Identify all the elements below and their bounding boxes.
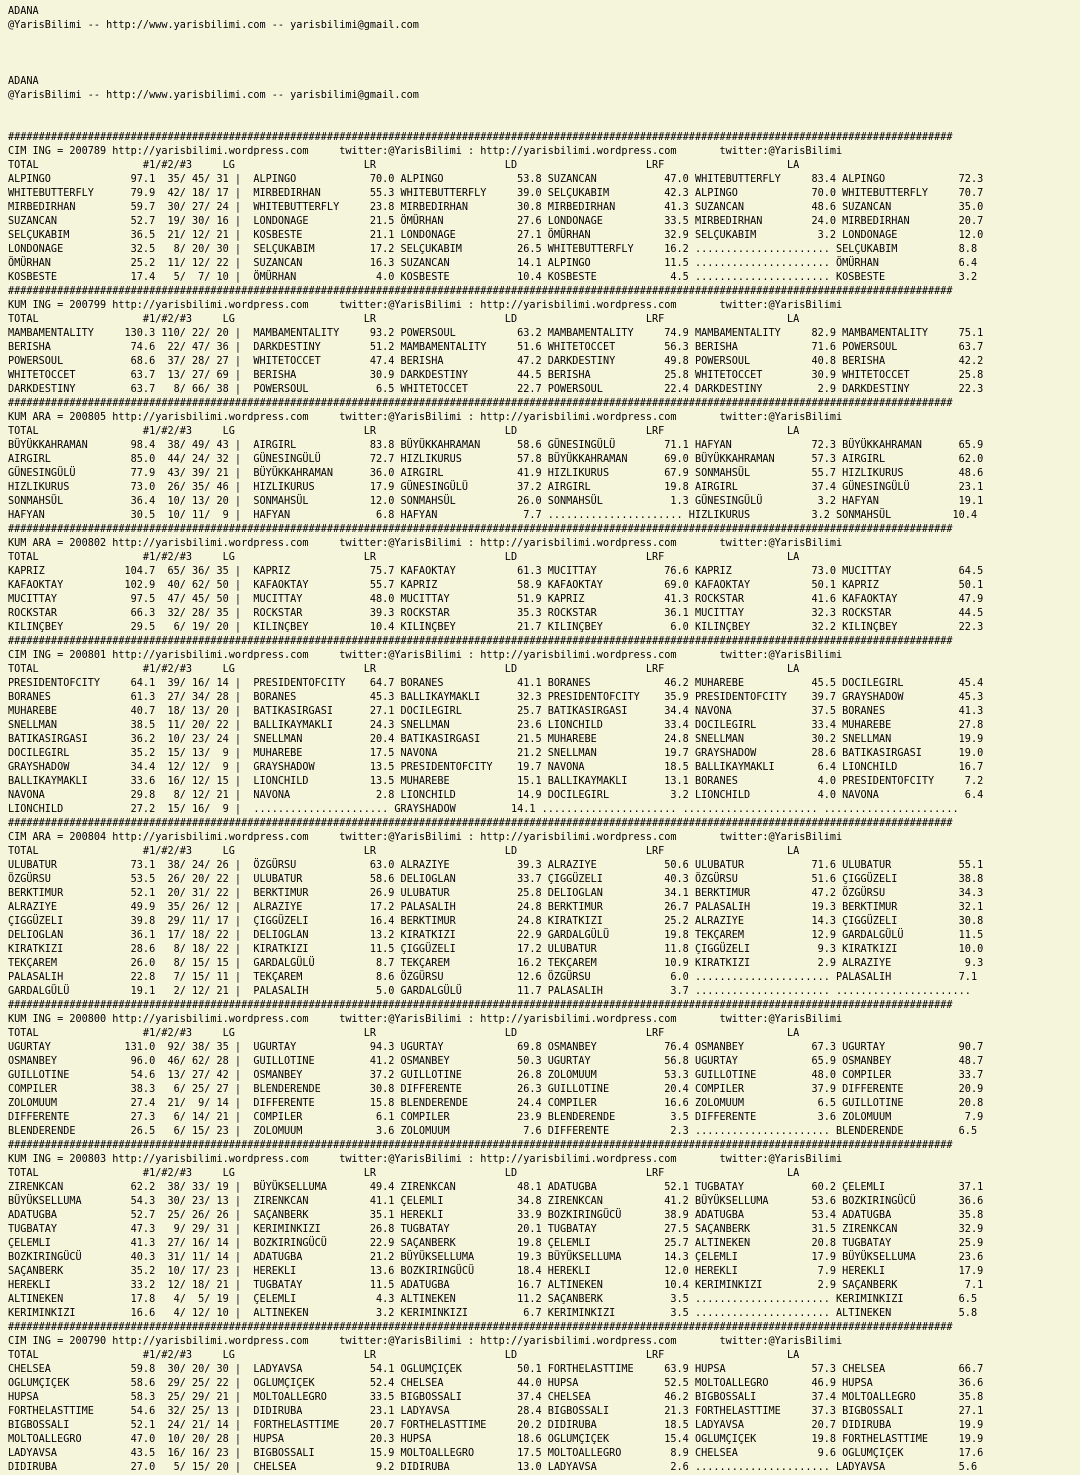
- text-line: BERKTIMUR 52.1 20/ 31/ 22 | BERKTIMUR 26.9 ULUBATUR 25.8 DELIOGLAN 34.1 BERKTIMUR 47.2 ÖZGÜRSU 34.3: [8, 888, 984, 899]
- text-line: HAFYAN 30.5 10/ 11/ 9 | HAFYAN 6.8 HAFYAN 7.7 ...................... HIZLIKURUS 3.2 SONMAHSÜL 10.4: [8, 510, 978, 521]
- text-line: ADANA: [8, 76, 39, 87]
- text-line: OGLUMÇIÇEK 58.6 29/ 25/ 22 | OGLUMÇIÇEK 52.4 CHELSEA 44.0 HUPSA 52.5 MOLTOALLEGRO 46.9 HUPSA 36.6: [8, 1378, 984, 1389]
- text-line: FORTHELASTTIME 54.6 32/ 25/ 13 | DIDIRUBA 23.1 LADYAVSA 28.4 BIGBOSSALI 21.3 FORTHELASTTIME 37.3 BIGBOSSALI 27.1: [8, 1406, 984, 1417]
- text-line: CIM ARA = 200804 http://yarisbilimi.wordpress.com twitter:@YarisBilimi : http://yarisbilimi.wordpress.com twitter:@YarisBilimi: [8, 832, 843, 843]
- text-line: [8, 33, 1080, 47]
- text-line: ##########################################################################################################################################################: [8, 524, 953, 535]
- text-line: MOLTOALLEGRO 47.0 10/ 20/ 28 | HUPSA 20.3 HUPSA 18.6 OGLUMÇIÇEK 15.4 OGLUMÇIÇEK 19.8 FORTHELASTTIME 19.9: [8, 1434, 984, 1445]
- text-line: TEKÇAREM 26.0 8/ 15/ 15 | GARDALGÜLÜ 8.7 TEKÇAREM 16.2 TEKÇAREM 10.9 KIRATKIZI 2.9 ALRAZIYE 9.3: [8, 958, 984, 969]
- text-line: ##########################################################################################################################################################: [8, 1322, 953, 1333]
- text-line: BERISHA 74.6 22/ 47/ 36 | DARKDESTINY 51.2 MAMBAMENTALITY 51.6 WHITETOCCET 56.3 BERISHA 71.6 POWERSOUL 63.7: [8, 342, 984, 353]
- text-line: ##########################################################################################################################################################: [8, 636, 953, 647]
- text-line: ÖZGÜRSU 53.5 26/ 20/ 22 | ULUBATUR 58.6 DELIOGLAN 33.7 ÇIGGÜZELI 40.3 ÖZGÜRSU 51.6 ÇIGGÜZELI 38.8: [8, 874, 984, 885]
- text-line: KUM ING = 200799 http://yarisbilimi.wordpress.com twitter:@YarisBilimi : http://yarisbilimi.wordpress.com twitter:@YarisBilimi: [8, 300, 843, 311]
- text-line: GUILLOTINE 54.6 13/ 27/ 42 | OSMANBEY 37.2 GUILLOTINE 26.8 ZOLOMUUM 53.3 GUILLOTINE 48.0 COMPILER 33.7: [8, 1070, 984, 1081]
- text-line: BLENDERENDE 26.5 6/ 15/ 23 | ZOLOMUUM 3.6 ZOLOMUUM 7.6 DIFFERENTE 2.3 ...................... BLENDERENDE 6.5: [8, 1126, 978, 1137]
- text-line: TOTAL #1/#2/#3 LG LR LD LRF LA: [8, 1350, 800, 1361]
- text-line: GRAYSHADOW 34.4 12/ 12/ 9 | GRAYSHADOW 13.5 PRESIDENTOFCITY 19.7 NAVONA 18.5 BALLIKAYMAKLI 6.4 LIONCHILD 16.7: [8, 762, 984, 773]
- text-line: KAFAOKTAY 102.9 40/ 62/ 50 | KAFAOKTAY 55.7 KAPRIZ 58.9 KAFAOKTAY 69.0 KAFAOKTAY 50.1 KAPRIZ 50.1: [8, 580, 984, 591]
- text-line: TOTAL #1/#2/#3 LG LR LD LRF LA: [8, 1028, 800, 1039]
- text-line: KERIMINKIZI 16.6 4/ 12/ 10 | ALTINEKEN 3.2 KERIMINKIZI 6.7 KERIMINKIZI 3.5 ...................... ALTINEKEN 5.8: [8, 1308, 978, 1319]
- text-line: PALASALIH 22.8 7/ 15/ 11 | TEKÇAREM 8.6 ÖZGÜRSU 12.6 ÖZGÜRSU 6.0 ...................... PALASALIH 7.1: [8, 972, 978, 983]
- text-line: TOTAL #1/#2/#3 LG LR LD LRF LA: [8, 160, 800, 171]
- text-line: LADYAVSA 43.5 16/ 16/ 23 | BIGBOSSALI 15.9 MOLTOALLEGRO 17.5 MOLTOALLEGRO 8.9 CHELSEA 9.6 OGLUMÇIÇEK 17.6: [8, 1448, 984, 1459]
- text-line: NAVONA 29.8 8/ 12/ 21 | NAVONA 2.8 LIONCHILD 14.9 DOCILEGIRL 3.2 LIONCHILD 4.0 NAVONA 6.4: [8, 790, 984, 801]
- text-line: SONMAHSÜL 36.4 10/ 13/ 20 | SONMAHSÜL 12.0 SONMAHSÜL 26.0 SONMAHSÜL 1.3 GÜNESINGÜLÜ 3.2 HAFYAN 19.1: [8, 496, 984, 507]
- text-line: KUM ARA = 200802 http://yarisbilimi.wordpress.com twitter:@YarisBilimi : http://yarisbilimi.wordpress.com twitter:@YarisBilimi: [8, 538, 843, 549]
- text-line: ÇIGGÜZELI 39.8 29/ 11/ 17 | ÇIGGÜZELI 16.4 BERKTIMUR 24.8 KIRATKIZI 25.2 ALRAZIYE 14.3 ÇIGGÜZELI 30.8: [8, 916, 984, 927]
- text-line: KUM ING = 200803 http://yarisbilimi.wordpress.com twitter:@YarisBilimi : http://yarisbilimi.wordpress.com twitter:@YarisBilimi: [8, 1154, 843, 1165]
- text-line: MUCITTAY 97.5 47/ 45/ 50 | MUCITTAY 48.0 MUCITTAY 51.9 KAPRIZ 41.3 ROCKSTAR 41.6 KAFAOKTAY 47.9: [8, 594, 984, 605]
- text-line: ##########################################################################################################################################################: [8, 286, 953, 297]
- text-line: HUPSA 58.3 25/ 29/ 21 | MOLTOALLEGRO 33.5 BIGBOSSALI 37.4 CHELSEA 46.2 BIGBOSSALI 37.4 MOLTOALLEGRO 35.8: [8, 1392, 984, 1403]
- text-line: MUHAREBE 40.7 18/ 13/ 20 | BATIKASIRGASI 27.1 DOCILEGIRL 25.7 BATIKASIRGASI 34.4 NAVONA 37.5 BORANES 41.3: [8, 706, 984, 717]
- text-line: UGURTAY 131.0 92/ 38/ 35 | UGURTAY 94.3 UGURTAY 69.8 OSMANBEY 76.4 OSMANBEY 67.3 UGURTAY 90.7: [8, 1042, 984, 1053]
- text-line: AIRGIRL 85.0 44/ 24/ 32 | GÜNESINGÜLÜ 72.7 HIZLIKURUS 57.8 BÜYÜKKAHRAMAN 69.0 BÜYÜKKAHRAMAN 57.3 AIRGIRL 62.0: [8, 454, 984, 465]
- text-line: BOZKIRINGÜCÜ 40.3 31/ 11/ 14 | ADATUGBA 21.2 BÜYÜKSELLUMA 19.3 BÜYÜKSELLUMA 14.3 ÇELEMLI 17.9 BÜYÜKSELLUMA 23.6: [8, 1252, 984, 1263]
- text-line: DELIOGLAN 36.1 17/ 18/ 22 | DELIOGLAN 13.2 KIRATKIZI 22.9 GARDALGÜLÜ 19.8 TEKÇAREM 12.9 GARDALGÜLÜ 11.5: [8, 930, 984, 941]
- text-line: ##########################################################################################################################################################: [8, 1140, 953, 1151]
- text-line: GÜNESINGÜLÜ 77.9 43/ 39/ 21 | BÜYÜKKAHRAMAN 36.0 AIRGIRL 41.9 HIZLIKURUS 67.9 SONMAHSÜL 55.7 HIZLIKURUS 48.6: [8, 468, 984, 479]
- text-line: CIM ING = 200790 http://yarisbilimi.wordpress.com twitter:@YarisBilimi : http://yarisbilimi.wordpress.com twitter:@YarisBilimi: [8, 1336, 843, 1347]
- text-line: CHELSEA 59.8 30/ 20/ 30 | LADYAVSA 54.1 OGLUMÇIÇEK 50.1 FORTHELASTTIME 63.9 HUPSA 57.3 CHELSEA 66.7: [8, 1364, 984, 1375]
- text-line: KIRATKIZI 28.6 8/ 18/ 22 | KIRATKIZI 11.5 ÇIGGÜZELI 17.2 ULUBATUR 11.8 ÇIGGÜZELI 9.3 KIRATKIZI 10.0: [8, 944, 984, 955]
- text-line: ADANA: [8, 6, 39, 17]
- text-line: MIRBEDIRHAN 59.7 30/ 27/ 24 | WHITEBUTTERFLY 23.8 MIRBEDIRHAN 30.8 MIRBEDIRHAN 41.3 SUZANCAN 48.6 SUZANCAN 35.0: [8, 202, 984, 213]
- text-line: WHITEBUTTERFLY 79.9 42/ 18/ 17 | MIRBEDIRHAN 55.3 WHITEBUTTERFLY 39.0 SELÇUKABIM 42.3 ALPINGO 70.0 WHITEBUTTERFLY 70.7: [8, 188, 984, 199]
- text-line: TOTAL #1/#2/#3 LG LR LD LRF LA: [8, 846, 800, 857]
- text-line: SNELLMAN 38.5 11/ 20/ 22 | BALLIKAYMAKLI 24.3 SNELLMAN 23.6 LIONCHILD 33.4 DOCILEGIRL 33.4 MUHAREBE 27.8: [8, 720, 984, 731]
- text-line: TOTAL #1/#2/#3 LG LR LD LRF LA: [8, 552, 800, 563]
- text-line: ALRAZIYE 49.9 35/ 26/ 12 | ALRAZIYE 17.2 PALASALIH 24.8 BERKTIMUR 26.7 PALASALIH 19.3 BERKTIMUR 32.1: [8, 902, 984, 913]
- text-line: SELÇUKABIM 36.5 21/ 12/ 21 | KOSBESTE 21.1 LONDONAGE 27.1 ÖMÜRHAN 32.9 SELÇUKABIM 3.2 LONDONAGE 12.0: [8, 230, 984, 241]
- text-line: DIDIRUBA 27.0 5/ 15/ 20 | CHELSEA 9.2 DIDIRUBA 13.0 LADYAVSA 2.6 ...................... LADYAVSA 5.6: [8, 1462, 978, 1473]
- text-line: ##########################################################################################################################################################: [8, 818, 953, 829]
- text-line: POWERSOUL 68.6 37/ 28/ 27 | WHITETOCCET 47.4 BERISHA 47.2 DARKDESTINY 49.8 POWERSOUL 40.8 BERISHA 42.2: [8, 356, 984, 367]
- text-line: TOTAL #1/#2/#3 LG LR LD LRF LA: [8, 314, 800, 325]
- text-line: ZOLOMUUM 27.4 21/ 9/ 14 | DIFFERENTE 15.8 BLENDERENDE 24.4 COMPILER 16.6 ZOLOMUUM 6.5 GUILLOTINE 20.8: [8, 1098, 984, 1109]
- text-line: CIM ING = 200789 http://yarisbilimi.wordpress.com twitter:@YarisBilimi : http://yarisbilimi.wordpress.com twitter:@YarisBilimi: [8, 146, 843, 157]
- text-line: KOSBESTE 17.4 5/ 7/ 10 | ÖMÜRHAN 4.0 KOSBESTE 10.4 KOSBESTE 4.5 ...................... KOSBESTE 3.2: [8, 272, 978, 283]
- text-line: GARDALGÜLÜ 19.1 2/ 12/ 21 | PALASALIH 5.0 GARDALGÜLÜ 11.7 PALASALIH 3.7 ...................... ......................: [8, 986, 971, 997]
- text-line: @YarisBilimi -- http://www.yarisbilimi.com -- yarisbilimi@gmail.com: [8, 20, 419, 31]
- text-line: HIZLIKURUS 73.0 26/ 35/ 46 | HIZLIKURUS 17.9 GÜNESINGÜLÜ 37.2 AIRGIRL 19.8 AIRGIRL 37.4 GÜNESINGÜLÜ 23.1: [8, 482, 984, 493]
- text-line: KUM ING = 200800 http://yarisbilimi.wordpress.com twitter:@YarisBilimi : http://yarisbilimi.wordpress.com twitter:@YarisBilimi: [8, 1014, 843, 1025]
- text-line: CIM ING = 200801 http://yarisbilimi.wordpress.com twitter:@YarisBilimi : http://yarisbilimi.wordpress.com twitter:@YarisBilimi: [8, 650, 843, 661]
- text-line: ##########################################################################################################################################################: [8, 398, 953, 409]
- text-line: ÇELEMLI 41.3 27/ 16/ 14 | BOZKIRINGÜCÜ 22.9 SAÇANBERK 19.8 ÇELEMLI 25.7 ALTINEKEN 20.8 TUGBATAY 25.9: [8, 1238, 984, 1249]
- text-line: ULUBATUR 73.1 38/ 24/ 26 | ÖZGÜRSU 63.0 ALRAZIYE 39.3 ALRAZIYE 50.6 ULUBATUR 71.6 ULUBATUR 55.1: [8, 860, 984, 871]
- text-line: DOCILEGIRL 35.2 15/ 13/ 9 | MUHAREBE 17.5 NAVONA 21.2 SNELLMAN 19.7 GRAYSHADOW 28.6 BATIKASIRGASI 19.0: [8, 748, 984, 759]
- text-line: TUGBATAY 47.3 9/ 29/ 31 | KERIMINKIZI 26.8 TUGBATAY 20.1 TUGBATAY 27.5 SAÇANBERK 31.5 ZIRENKCAN 32.9: [8, 1224, 984, 1235]
- text-line: BÜYÜKKAHRAMAN 98.4 38/ 49/ 43 | AIRGIRL 83.8 BÜYÜKKAHRAMAN 58.6 GÜNESINGÜLÜ 71.1 HAFYAN 72.3 BÜYÜKKAHRAMAN 65.9: [8, 440, 984, 451]
- text-line: SUZANCAN 52.7 19/ 30/ 16 | LONDONAGE 21.5 ÖMÜRHAN 27.6 LONDONAGE 33.5 MIRBEDIRHAN 24.0 MIRBEDIRHAN 20.7: [8, 216, 984, 227]
- text-line: TOTAL #1/#2/#3 LG LR LD LRF LA: [8, 1168, 800, 1179]
- text-line: OSMANBEY 96.0 46/ 62/ 28 | GUILLOTINE 41.2 OSMANBEY 50.3 UGURTAY 56.8 UGURTAY 65.9 OSMANBEY 48.7: [8, 1056, 984, 1067]
- text-line: LONDONAGE 32.5 8/ 20/ 30 | SELÇUKABIM 17.2 SELÇUKABIM 26.5 WHITEBUTTERFLY 16.2 ...................... SELÇUKABIM 8.8: [8, 244, 978, 255]
- text-line: [8, 103, 1080, 117]
- text-line: BATIKASIRGASI 36.2 10/ 23/ 24 | SNELLMAN 20.4 BATIKASIRGASI 21.5 MUHAREBE 24.8 SNELLMAN 30.2 SNELLMAN 19.9: [8, 734, 984, 745]
- text-line: BÜYÜKSELLUMA 54.3 30/ 23/ 13 | ZIRENKCAN 41.1 ÇELEMLI 34.8 ZIRENKCAN 41.2 BÜYÜKSELLUMA 53.6 BOZKIRINGÜCÜ 36.6: [8, 1196, 984, 1207]
- text-line: [8, 117, 1080, 131]
- text-line: TOTAL #1/#2/#3 LG LR LD LRF LA: [8, 426, 800, 437]
- text-line: BIGBOSSALI 52.1 24/ 21/ 14 | FORTHELASTTIME 20.7 FORTHELASTTIME 20.2 DIDIRUBA 18.5 LADYAVSA 20.7 DIDIRUBA 19.9: [8, 1420, 984, 1431]
- text-line: ALPINGO 97.1 35/ 45/ 31 | ALPINGO 70.0 ALPINGO 53.8 SUZANCAN 47.0 WHITEBUTTERFLY 83.4 ALPINGO 72.3: [8, 174, 984, 185]
- text-line: [8, 47, 1080, 61]
- text-line: ##########################################################################################################################################################: [8, 132, 953, 143]
- text-line: KILINÇBEY 29.5 6/ 19/ 20 | KILINÇBEY 10.4 KILINÇBEY 21.7 KILINÇBEY 6.0 KILINÇBEY 32.2 KILINÇBEY 22.3: [8, 622, 984, 633]
- text-line: @YarisBilimi -- http://www.yarisbilimi.com -- yarisbilimi@gmail.com: [8, 90, 419, 101]
- text-line: WHITETOCCET 63.7 13/ 27/ 69 | BERISHA 30.9 DARKDESTINY 44.5 BERISHA 25.8 WHITETOCCET 30.9 WHITETOCCET 25.8: [8, 370, 984, 381]
- text-line: PRESIDENTOFCITY 64.1 39/ 16/ 14 | PRESIDENTOFCITY 64.7 BORANES 41.1 BORANES 46.2 MUHAREBE 45.5 DOCILEGIRL 45.4: [8, 678, 984, 689]
- text-line: BORANES 61.3 27/ 34/ 28 | BORANES 45.3 BALLIKAYMAKLI 32.3 PRESIDENTOFCITY 35.9 PRESIDENTOFCITY 39.7 GRAYSHADOW 45.3: [8, 692, 984, 703]
- text-line: DIFFERENTE 27.3 6/ 14/ 21 | COMPILER 6.1 COMPILER 23.9 BLENDERENDE 3.5 DIFFERENTE 3.6 ZOLOMUUM 7.9: [8, 1112, 984, 1123]
- text-line: KAPRIZ 104.7 65/ 36/ 35 | KAPRIZ 75.7 KAFAOKTAY 61.3 MUCITTAY 76.6 KAPRIZ 73.0 MUCITTAY 64.5: [8, 566, 984, 577]
- text-line: SAÇANBERK 35.2 10/ 17/ 23 | HEREKLI 13.6 BOZKIRINGÜCÜ 18.4 HEREKLI 12.0 HEREKLI 7.9 HEREKLI 17.9: [8, 1266, 984, 1277]
- text-line: ZIRENKCAN 62.2 38/ 33/ 19 | BÜYÜKSELLUMA 49.4 ZIRENKCAN 48.1 ADATUGBA 52.1 TUGBATAY 60.2 ÇELEMLI 37.1: [8, 1182, 984, 1193]
- text-line: HEREKLI 33.2 12/ 18/ 21 | TUGBATAY 11.5 ADATUGBA 16.7 ALTINEKEN 10.4 KERIMINKIZI 2.9 SAÇANBERK 7.1: [8, 1280, 984, 1291]
- text-line: LIONCHILD 27.2 15/ 16/ 9 | ...................... GRAYSHADOW 14.1 ...................... ...................... ......................: [8, 804, 959, 815]
- text-line: ALTINEKEN 17.8 4/ 5/ 19 | ÇELEMLI 4.3 ALTINEKEN 11.2 SAÇANBERK 3.5 ...................... KERIMINKIZI 6.5: [8, 1294, 978, 1305]
- text-line: [8, 61, 1080, 75]
- text-line: COMPILER 38.3 6/ 25/ 27 | BLENDERENDE 30.8 DIFFERENTE 26.3 GUILLOTINE 20.4 COMPILER 37.9 DIFFERENTE 20.9: [8, 1084, 984, 1095]
- text-line: ADATUGBA 52.7 25/ 26/ 26 | SAÇANBERK 35.1 HEREKLI 33.9 BOZKIRINGÜCÜ 38.9 ADATUGBA 53.4 ADATUGBA 35.8: [8, 1210, 984, 1221]
- text-line: MAMBAMENTALITY 130.3 110/ 22/ 20 | MAMBAMENTALITY 93.2 POWERSOUL 63.2 MAMBAMENTALITY 74.9 MAMBAMENTALITY 82.9 MAMBAMENTALITY 75.1: [8, 328, 984, 339]
- text-line: TOTAL #1/#2/#3 LG LR LD LRF LA: [8, 664, 800, 675]
- text-line: BALLIKAYMAKLI 33.6 16/ 12/ 15 | LIONCHILD 13.5 MUHAREBE 15.1 BALLIKAYMAKLI 13.1 BORANES 4.0 PRESIDENTOFCITY 7.2: [8, 776, 984, 787]
- text-line: KUM ARA = 200805 http://yarisbilimi.wordpress.com twitter:@YarisBilimi : http://yarisbilimi.wordpress.com twitter:@YarisBilimi: [8, 412, 843, 423]
- text-line: ##########################################################################################################################################################: [8, 1000, 953, 1011]
- text-line: ÖMÜRHAN 25.2 11/ 12/ 22 | SUZANCAN 16.3 SUZANCAN 14.1 ALPINGO 11.5 ...................... ÖMÜRHAN 6.4: [8, 258, 978, 269]
- text-line: ROCKSTAR 66.3 32/ 28/ 35 | ROCKSTAR 39.3 ROCKSTAR 35.3 ROCKSTAR 36.1 MUCITTAY 32.3 ROCKSTAR 44.5: [8, 608, 984, 619]
- text-line: DARKDESTINY 63.7 8/ 66/ 38 | POWERSOUL 6.5 WHITETOCCET 22.7 POWERSOUL 22.4 DARKDESTINY 2.9 DARKDESTINY 22.3: [8, 384, 984, 395]
